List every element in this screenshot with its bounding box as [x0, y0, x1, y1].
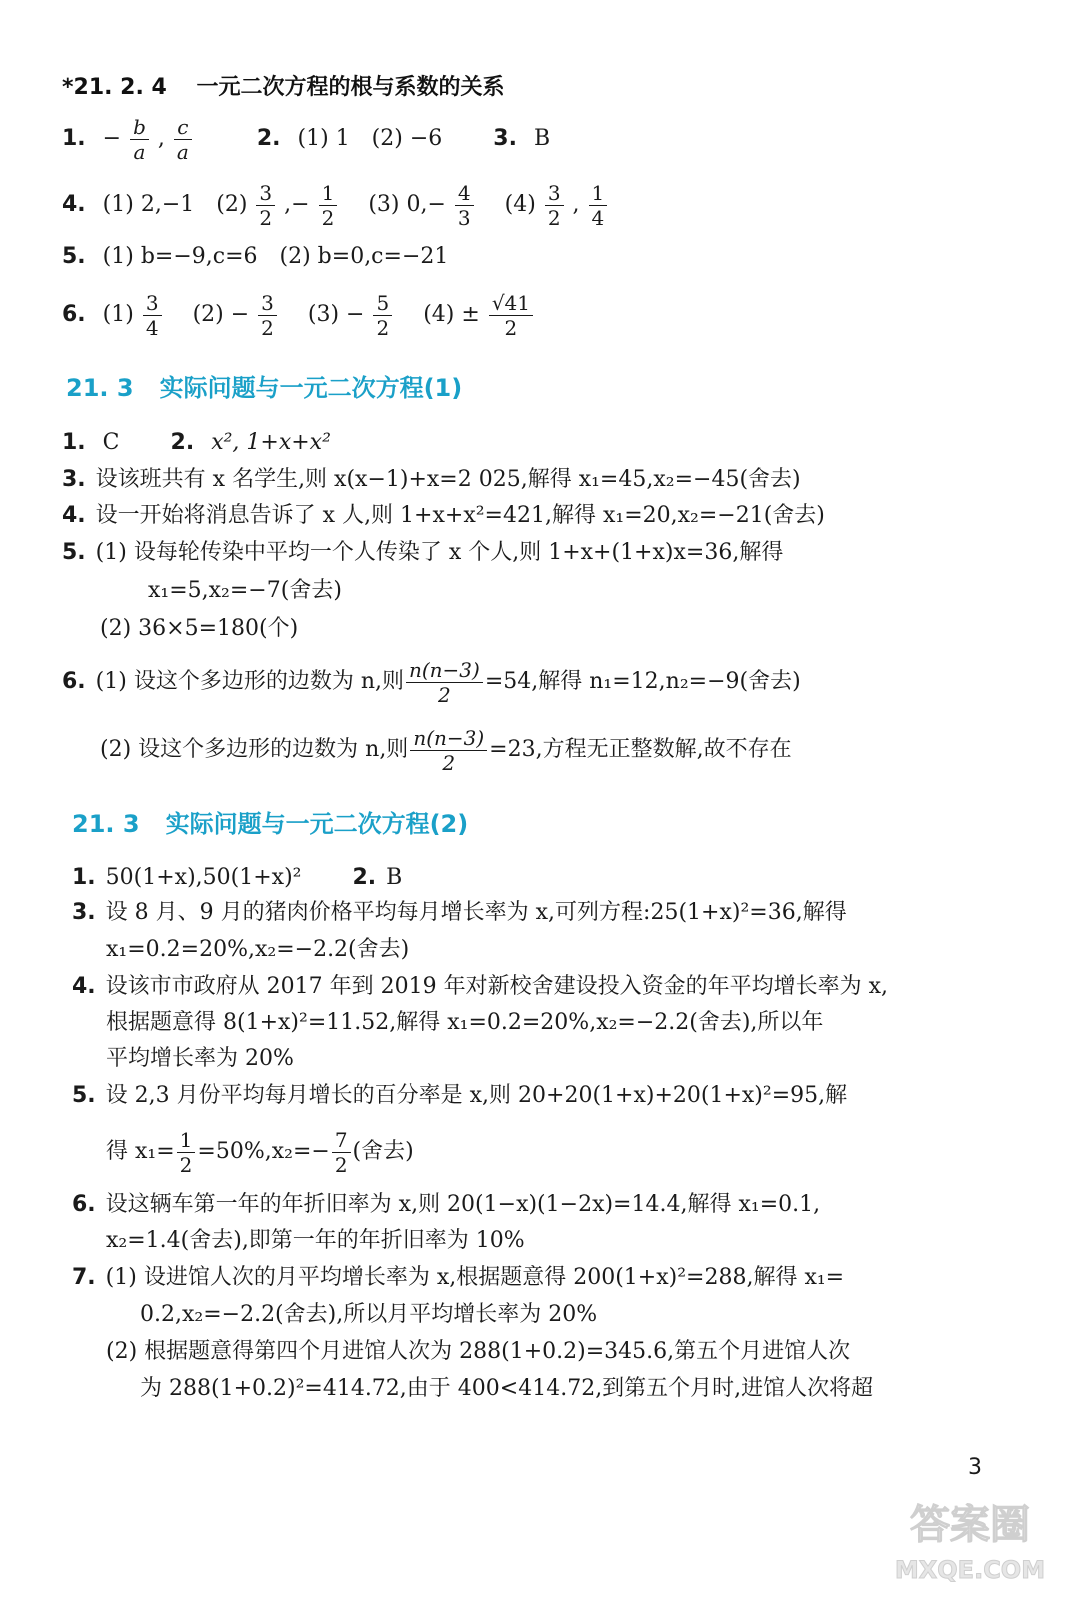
- fraction: $\frac{3}{2}$: [545, 181, 564, 230]
- answer-line-1-2: [72, 863, 402, 893]
- item-number: 1.: [72, 865, 96, 890]
- answer-text: 0.2,x₂=−2.2(舍去),所以月平均增长率为 20%: [140, 1302, 598, 1327]
- fraction: $\frac{c}{a}$: [174, 115, 192, 164]
- answer-text: (1) 2,−1 (2): [102, 192, 255, 217]
- answer-line-5: [62, 242, 448, 272]
- fraction: $\frac{5}{2}$: [373, 291, 392, 340]
- answer-line-6a: [72, 1190, 820, 1220]
- answer-text: (1) 1 (2) −6: [297, 126, 443, 151]
- section-title: 实际问题与一元二次方程(2): [165, 810, 469, 838]
- answer-line-4b: [106, 1008, 823, 1038]
- answer-text: =54,解得 n₁=12,n₂=−9(舍去): [484, 669, 801, 694]
- answer-text: −: [102, 126, 122, 151]
- answer-line-5c: [100, 614, 298, 644]
- section-title: 一元二次方程的根与系数的关系: [196, 75, 505, 100]
- answer-line-7d: [140, 1374, 873, 1404]
- answer-text: x₁=0.2=20%,x₂=−2.2(舍去): [106, 937, 410, 962]
- answer-line-7a: [72, 1263, 844, 1293]
- answer-text: 设该市市政府从 2017 年到 2019 年对新校舍建设投入资金的年平均增长率为 x,: [105, 974, 889, 999]
- item-number: 6.: [62, 302, 86, 327]
- fraction: $\frac{3}{4}$: [143, 291, 162, 340]
- answer-text: 设该班共有 x 名学生,则 x(x−1)+x=2 025,解得 x₁=45,x₂=−45(舍去): [95, 467, 801, 492]
- section-number: *21. 2. 4: [62, 75, 167, 100]
- answer-line-6b: [100, 722, 792, 778]
- answer-text: (舍去): [352, 1139, 414, 1164]
- answer-line-6b: [106, 1226, 525, 1256]
- section-number: 21. 3: [66, 374, 134, 402]
- answer-text: 设 8 月、9 月的猪肉价格平均每月增长率为 x,可列方程:25(1+x)²=36,解得: [105, 900, 847, 925]
- item-number: 7.: [72, 1265, 96, 1290]
- answer-text: =23,方程无正整数解,故不存在: [489, 737, 792, 762]
- item-number: 6.: [72, 1192, 96, 1217]
- section-heading-21-3-1: [66, 368, 462, 403]
- watermark-logo: [880, 1490, 1060, 1590]
- answer-text: (2) 36×5=180(个): [100, 616, 299, 641]
- svg-text:答案圈: 答案圈: [910, 1502, 1030, 1548]
- answer-text: (3) −: [285, 302, 365, 327]
- answer-line-6a: [62, 654, 801, 710]
- answer-line-3a: [72, 898, 847, 928]
- fraction: $\frac{3}{2}$: [256, 181, 275, 230]
- answer-line-3b: [106, 935, 409, 965]
- item-number: 5.: [62, 540, 86, 565]
- answer-text: x², 1+x+x²: [211, 430, 331, 455]
- item-number: 2.: [256, 126, 281, 151]
- item-number: 3.: [72, 900, 96, 925]
- fraction: $\frac{1}{2}$: [319, 181, 338, 230]
- answer-line-5a: [62, 538, 783, 568]
- item-number: 4.: [72, 974, 96, 999]
- fraction: $\frac{n(n-3)}{2}$: [406, 658, 483, 707]
- answer-text: 为 288(1+0.2)²=414.72,由于 400<414.72,到第五个月时,进馆人次将超: [140, 1376, 874, 1401]
- answer-text: 设一开始将消息告诉了 x 人,则 1+x+x²=421,解得 x₁=20,x₂=−21(舍去): [95, 503, 825, 528]
- item-number: 2.: [170, 430, 195, 455]
- answer-line-3: [62, 465, 801, 495]
- answer-line-4: [62, 178, 609, 232]
- item-number: 4.: [62, 503, 86, 528]
- answer-line-5b: [106, 1124, 414, 1180]
- answer-text: 得 x₁=: [106, 1139, 175, 1164]
- fraction: $\frac{n(n-3)}{2}$: [410, 726, 487, 775]
- item-number: 1.: [62, 126, 86, 151]
- answer-text: =50%,x₂=−: [197, 1139, 330, 1164]
- answer-line-7b: [140, 1300, 597, 1330]
- answer-text: x₁=5,x₂=−7(舍去): [148, 578, 342, 603]
- answer-text: B: [533, 126, 551, 151]
- item-number: 5.: [72, 1083, 96, 1108]
- answer-line-5a: [72, 1081, 847, 1111]
- answer-text: (1) 设每轮传染中平均一个人传染了 x 个人,则 1+x+(1+x)x=36,解得: [95, 540, 784, 565]
- answer-line-5b: [148, 576, 342, 606]
- answer-line-1-2: [62, 428, 331, 458]
- section-heading-21-3-2: [72, 804, 468, 839]
- item-number: 5.: [62, 244, 86, 269]
- answer-line-4: [62, 501, 825, 531]
- answer-text: (3) 0,−: [346, 192, 446, 217]
- answer-line-1-3: [62, 114, 550, 164]
- fraction: $\frac{b}{a}$: [130, 115, 149, 164]
- answer-text: x₂=1.4(舍去),即第一年的年折旧率为 10%: [106, 1228, 525, 1253]
- answer-text: 50(1+x),50(1+x)²: [105, 865, 302, 890]
- answer-line-6: [62, 288, 535, 342]
- answer-text: (1) 设进馆人次的月平均增长率为 x,根据题意得 200(1+x)²=288,解得 x₁=: [105, 1265, 845, 1290]
- answer-text: B: [386, 865, 403, 890]
- answer-text: (4): [482, 192, 543, 217]
- fraction: $\frac{4}{3}$: [455, 181, 474, 230]
- answer-line-4a: [72, 972, 888, 1002]
- answer-text: (2) 根据题意得第四个月进馆人次为 288(1+0.2)=345.6,第五个月进馆人次: [106, 1339, 851, 1364]
- answer-line-4c: [106, 1044, 294, 1074]
- answer-text: (2) −: [170, 302, 250, 327]
- fraction: $\frac{1}{2}$: [177, 1128, 196, 1177]
- fraction: $\frac{3}{2}$: [258, 291, 277, 340]
- item-number: 1.: [62, 430, 86, 455]
- item-number: 3.: [493, 126, 517, 151]
- answer-text: 设 2,3 月份平均每月增长的百分率是 x,则 20+20(1+x)+20(1+x)²=95,解: [105, 1083, 848, 1108]
- answer-text: (1): [102, 302, 141, 327]
- page-number: 3: [968, 1455, 982, 1480]
- item-number: 2.: [352, 865, 377, 890]
- answer-text: 平均增长率为 20%: [106, 1046, 294, 1071]
- svg-text:MXQE.COM: MXQE.COM: [894, 1556, 1046, 1584]
- answer-text: (2) 设这个多边形的边数为 n,则: [100, 737, 409, 762]
- answer-text: (1) b=−9,c=6 (2) b=0,c=−21: [102, 244, 449, 269]
- section-title: 实际问题与一元二次方程(1): [159, 374, 463, 402]
- fraction: $\frac{1}{4}$: [589, 181, 608, 230]
- item-number: 3.: [62, 467, 86, 492]
- separator: ,: [157, 126, 165, 151]
- section-number: 21. 3: [72, 810, 140, 838]
- section-heading-21-2-4: [62, 70, 504, 101]
- item-number: 6.: [62, 669, 86, 694]
- separator: ,: [572, 192, 580, 217]
- answer-text: 根据题意得 8(1+x)²=11.52,解得 x₁=0.2=20%,x₂=−2.2(舍去),所以年: [106, 1010, 824, 1035]
- answer-text: 设这辆车第一年的年折旧率为 x,则 20(1−x)(1−2x)=14.4,解得 x₁=0.1,: [105, 1192, 821, 1217]
- fraction: $\frac{√41}{2}$: [489, 291, 533, 340]
- answer-text: (1) 设这个多边形的边数为 n,则: [95, 669, 404, 694]
- fraction: $\frac{7}{2}$: [332, 1128, 351, 1177]
- item-number: 4.: [62, 192, 86, 217]
- answer-text: ,−: [284, 192, 310, 217]
- answer-text: C: [102, 430, 120, 455]
- answer-line-7c: [106, 1337, 850, 1367]
- answer-text: (4) ±: [401, 302, 480, 327]
